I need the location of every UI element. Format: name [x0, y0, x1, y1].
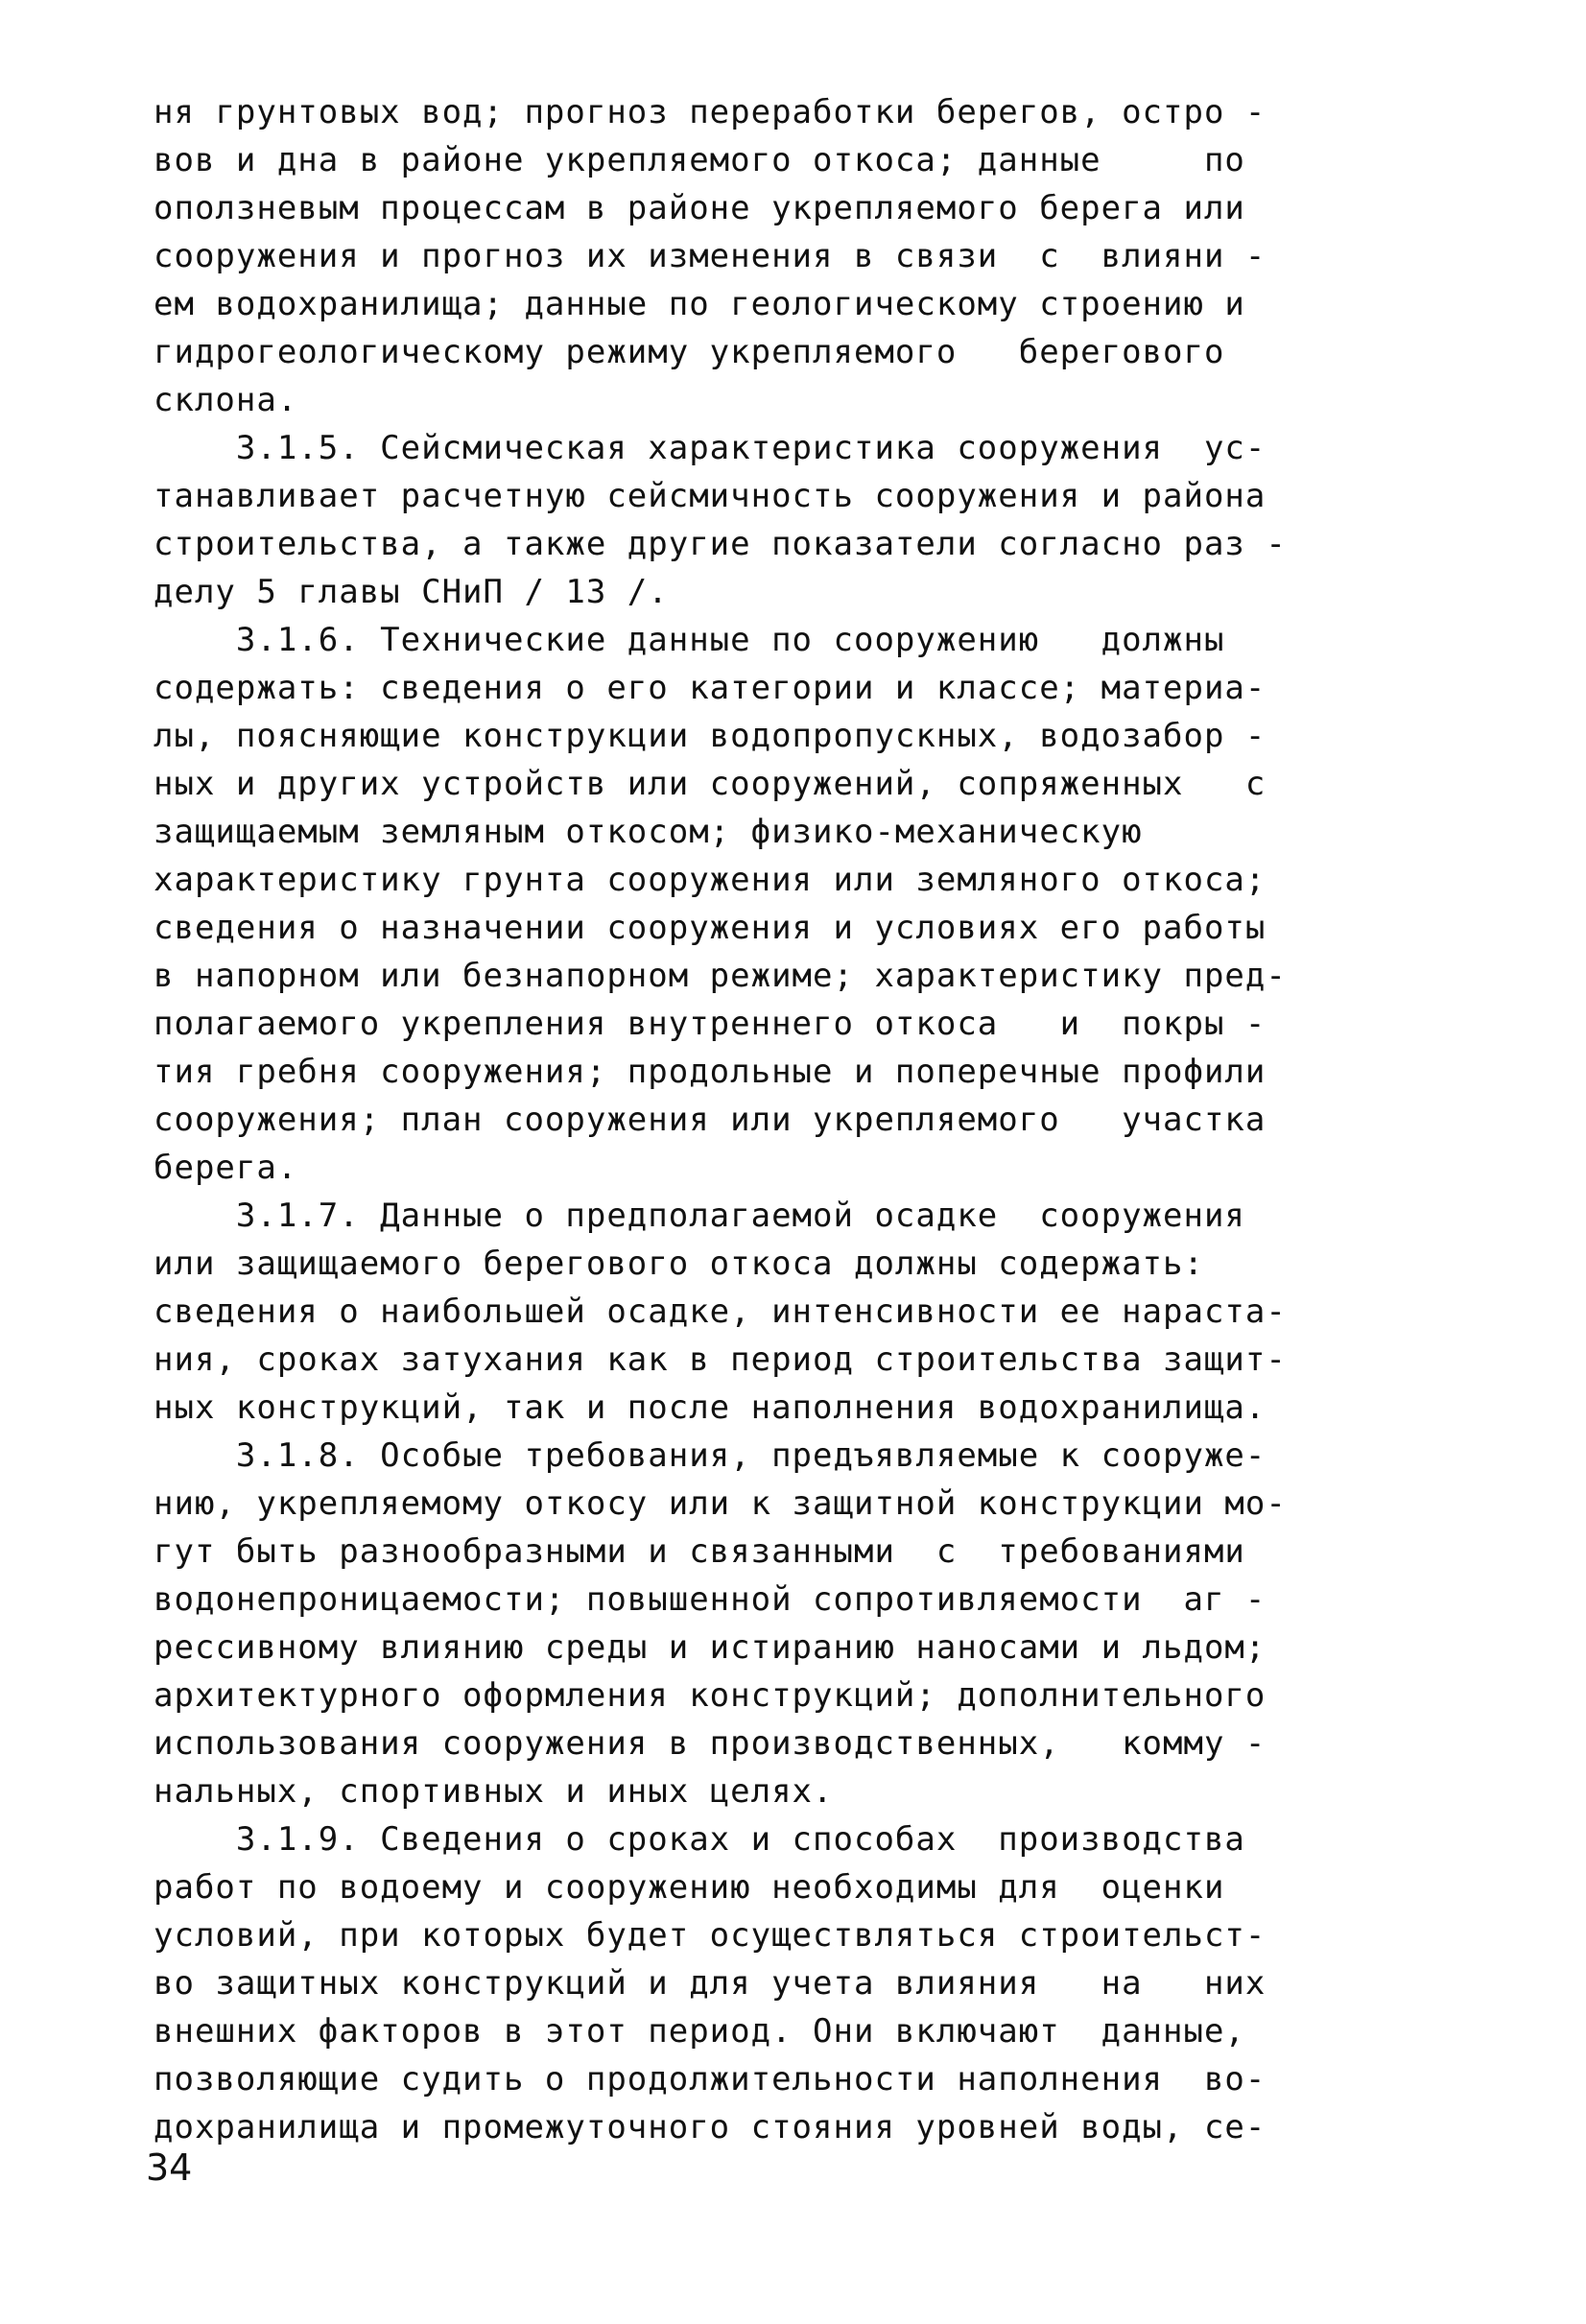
text-line: или защищаемого берегового откоса должны содержать:: [154, 1245, 1204, 1283]
page-number: 34: [146, 2146, 193, 2189]
text-line: танавливает расчетную сейсмичность сооружения и района: [154, 477, 1266, 515]
text-line: работ по водоему и сооружению необходимы для оценки: [154, 1868, 1225, 1907]
text-line: условий, при которых будет осуществляться строительст-: [154, 1916, 1266, 1955]
text-line: сведения о наибольшей осадке, интенсивности ее нараста-: [154, 1292, 1287, 1331]
text-line: сооружения и прогноз их изменения в связи с влияни -: [154, 237, 1266, 275]
text-line: сооружения; план сооружения или укрепляемого участка: [154, 1101, 1266, 1139]
text-line: содержать: сведения о его категории и классе; материа-: [154, 669, 1266, 707]
text-line: ния, сроках затухания как в период строительства защит-: [154, 1340, 1287, 1379]
text-line: ем водохранилища; данные по геологическому строению и: [154, 285, 1245, 323]
text-line: архитектурного оформления конструкций; дополнительного: [154, 1676, 1266, 1715]
text-line: рессивному влиянию среды и истиранию наносами и льдом;: [154, 1628, 1266, 1667]
text-line: во защитных конструкций и для учета влияния на них: [154, 1964, 1266, 2003]
text-line: ных и других устройств или сооружений, сопряженных с: [154, 765, 1266, 803]
text-line: склона.: [154, 381, 298, 419]
text-line: 3.1.5. Сейсмическая характеристика сооружения ус-: [154, 429, 1266, 467]
text-line: водонепроницаемости; повышенной сопротивляемости аг -: [154, 1580, 1266, 1619]
text-line: делу 5 главы СНиП / 13 /.: [154, 573, 669, 611]
text-line: ных конструкций, так и после наполнения водохранилища.: [154, 1388, 1266, 1427]
text-line: в напорном или безнапорном режиме; характеристику пред-: [154, 957, 1287, 995]
text-line: дохранилища и промежуточного стояния уровней воды, се-: [154, 2108, 1266, 2146]
text-line: гут быть разнообразными и связанными с требованиями: [154, 1532, 1245, 1571]
text-line: тия гребня сооружения; продольные и поперечные профили: [154, 1053, 1266, 1091]
text-line: защищаемым земляным откосом; физико-механическую: [154, 813, 1143, 851]
text-line: берега.: [154, 1149, 298, 1187]
text-line: 3.1.9. Сведения о сроках и способах производства: [154, 1820, 1245, 1859]
text-line: гидрогеологическому режиму укрепляемого берегового: [154, 333, 1225, 371]
text-line: нию, укрепляемому откосу или к защитной конструкции мо-: [154, 1484, 1287, 1523]
text-line: ня грунтовых вод; прогноз переработки берегов, остро -: [154, 93, 1266, 131]
text-line: позволяющие судить о продолжительности наполнения во-: [154, 2060, 1266, 2099]
text-line: характеристику грунта сооружения или земляного откоса;: [154, 861, 1266, 899]
text-line: 3.1.7. Данные о предполагаемой осадке сооружения: [154, 1197, 1245, 1235]
text-line: нальных, спортивных и иных целях.: [154, 1772, 834, 1811]
text-line: лы, поясняющие конструкции водопропускных, водозабор -: [154, 717, 1266, 755]
text-line: вов и дна в районе укрепляемого откоса; данные по: [154, 141, 1245, 179]
text-line: строительства, а также другие показатели согласно раз -: [154, 525, 1287, 563]
body-text: [154, 88, 1439, 2151]
text-line: использования сооружения в производственных, комму -: [154, 1724, 1266, 1763]
text-line: 3.1.8. Особые требования, предъявляемые к сооруже-: [154, 1436, 1266, 1475]
text-line: полагаемого укрепления внутреннего откоса и покры -: [154, 1005, 1266, 1043]
text-line: оползневым процессам в районе укрепляемого берега или: [154, 189, 1245, 227]
text-line: 3.1.6. Технические данные по сооружению должны: [154, 621, 1225, 659]
text-line: внешних факторов в этот период. Они включают данные,: [154, 2012, 1245, 2051]
text-line: сведения о назначении сооружения и условиях его работы: [154, 909, 1266, 947]
